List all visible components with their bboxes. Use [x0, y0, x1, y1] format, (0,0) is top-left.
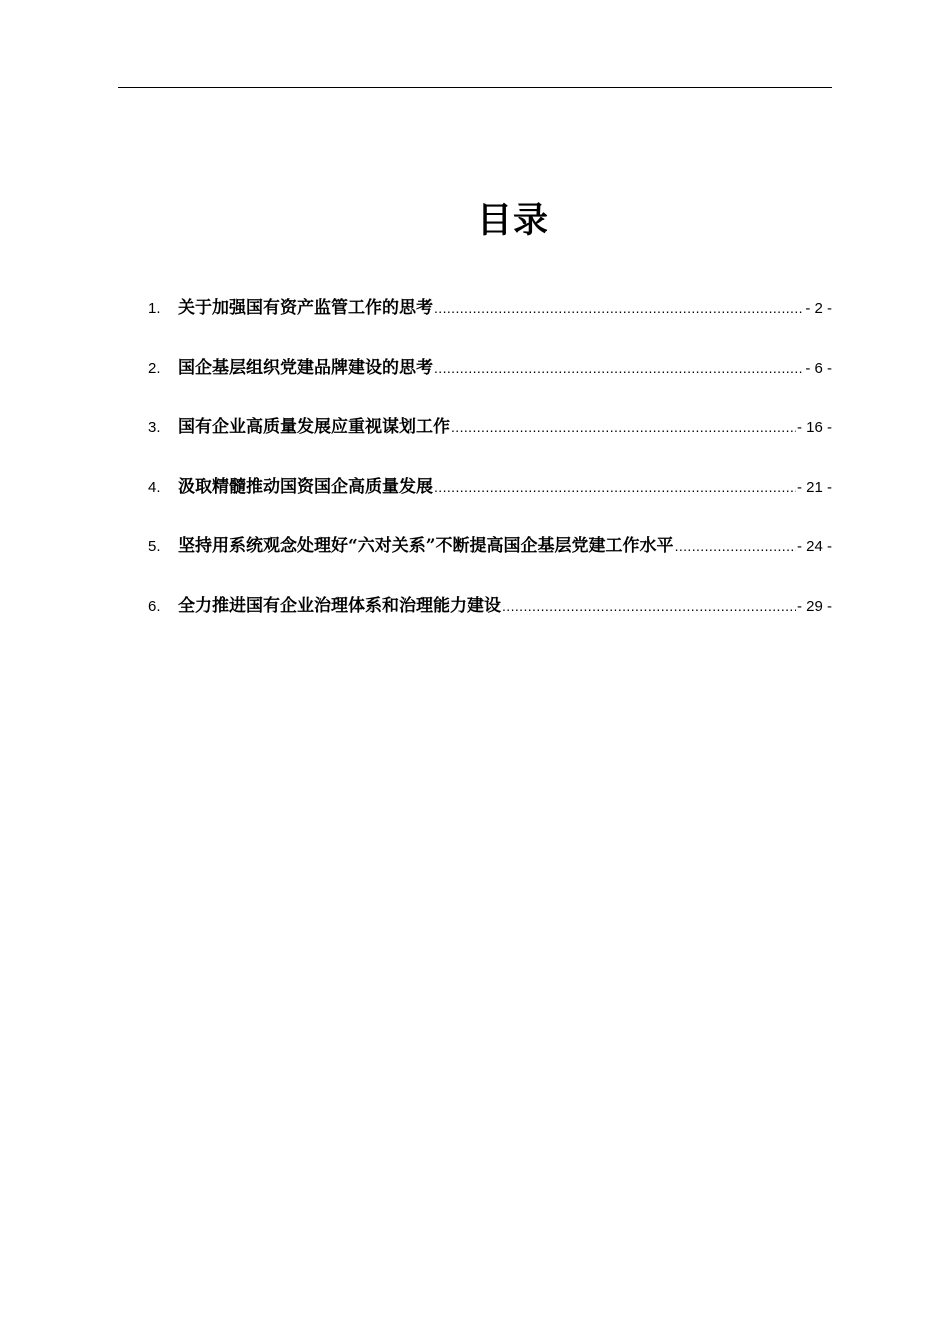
toc-entry-page: - 29 - [796, 597, 832, 615]
toc-entry-title[interactable]: 全力推进国有企业治理体系和治理能力建设 [178, 595, 501, 616]
toc-dot-leader [675, 533, 796, 559]
toc-entry-title[interactable]: 汲取精髓推动国资国企高质量发展 [178, 476, 433, 497]
toc-entry-title[interactable]: 国企基层组织党建品牌建设的思考 [178, 357, 433, 378]
toc-entry-number: 1. [148, 300, 161, 317]
toc-dot-leader [451, 414, 796, 440]
toc-dot-leader [434, 295, 804, 321]
toc-entry[interactable] [148, 414, 832, 474]
toc-entry[interactable] [148, 295, 832, 355]
toc-entry-number: 3. [148, 419, 161, 436]
toc-entry-number: 4. [148, 478, 161, 496]
toc-entry-title[interactable]: 关于加强国有资产监管工作的思考 [178, 298, 433, 318]
toc-entry[interactable] [148, 533, 832, 593]
page-title: 目录 [476, 200, 549, 241]
toc-entry[interactable] [148, 355, 832, 415]
toc-entry-page: - 16 - [796, 419, 832, 436]
table-of-contents [148, 295, 832, 652]
header-rule [118, 87, 832, 88]
toc-dot-leader [434, 355, 804, 381]
toc-entry-number: 2. [148, 359, 161, 377]
toc-entry-title[interactable]: 坚持用系统观念处理好“六对关系”不断提高国企基层党建工作水平 [178, 536, 674, 556]
toc-entry-page: - 21 - [796, 478, 832, 496]
toc-entry-page: - 6 - [805, 359, 832, 377]
toc-entry-page: - 24 - [796, 538, 832, 555]
toc-entry-page: - 2 - [805, 300, 832, 317]
toc-entry-title[interactable]: 国有企业高质量发展应重视谋划工作 [178, 417, 450, 437]
toc-entry-number: 5. [148, 538, 161, 555]
toc-entry[interactable] [148, 474, 832, 534]
toc-entry[interactable] [148, 593, 832, 653]
toc-dot-leader [502, 593, 796, 619]
toc-entry-number: 6. [148, 597, 161, 615]
toc-dot-leader [434, 474, 796, 500]
